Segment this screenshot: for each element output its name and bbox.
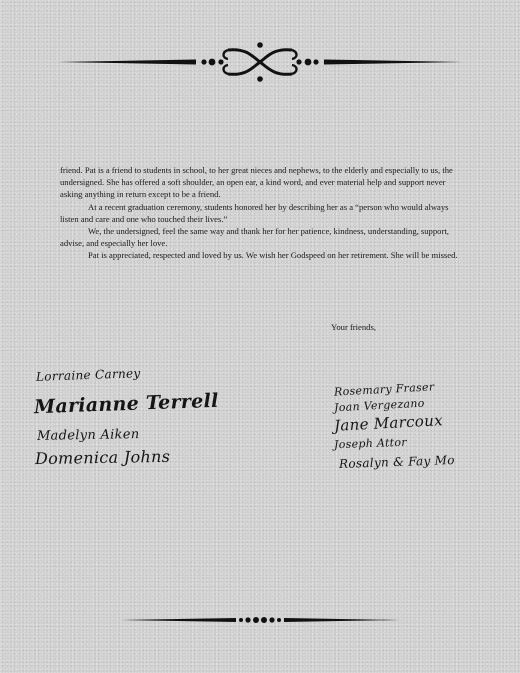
bottom-ornament: [0, 608, 520, 632]
letter-body: [60, 164, 464, 262]
signature: Joseph Attor: [333, 435, 408, 452]
signature: Joan Vergezano: [333, 396, 425, 415]
signature: Domenica Johns: [34, 446, 171, 469]
signature: Rosemary Fraser: [333, 380, 435, 399]
signature: Marianne Terrell: [33, 389, 219, 419]
signature: Jane Marcoux: [333, 411, 444, 435]
signature: Rosalyn & Fay Mo: [338, 452, 456, 472]
letter-paragraph: At a recent graduation ceremony, students honored her by describing her as a “person who would always listen and care and one who touched their lives.”: [60, 201, 449, 224]
letter-paragraph: We, the undersigned, feel the same way and thank her for her patience, kindness, understanding, support, advise, and especially her love.: [60, 226, 449, 249]
signature: Madelyn Aiken: [36, 427, 140, 444]
letter-paragraph: Pat is appreciated, respected and loved by us. We wish her Godspeed on her retirement. She will be missed.: [88, 250, 458, 261]
signature: Lorraine Carney: [35, 366, 141, 384]
top-ornament: [0, 40, 520, 84]
letter-paragraph: friend. Pat is a friend to students in school, to her great nieces and nephews, to the elderly and especially to us, the undersigned. She has offered a soft shoulder, an open ear, a kind word, and ever material help and support never asking anything in return except to be a friend.: [60, 165, 453, 200]
letter-closing: Your friends,: [331, 322, 376, 332]
